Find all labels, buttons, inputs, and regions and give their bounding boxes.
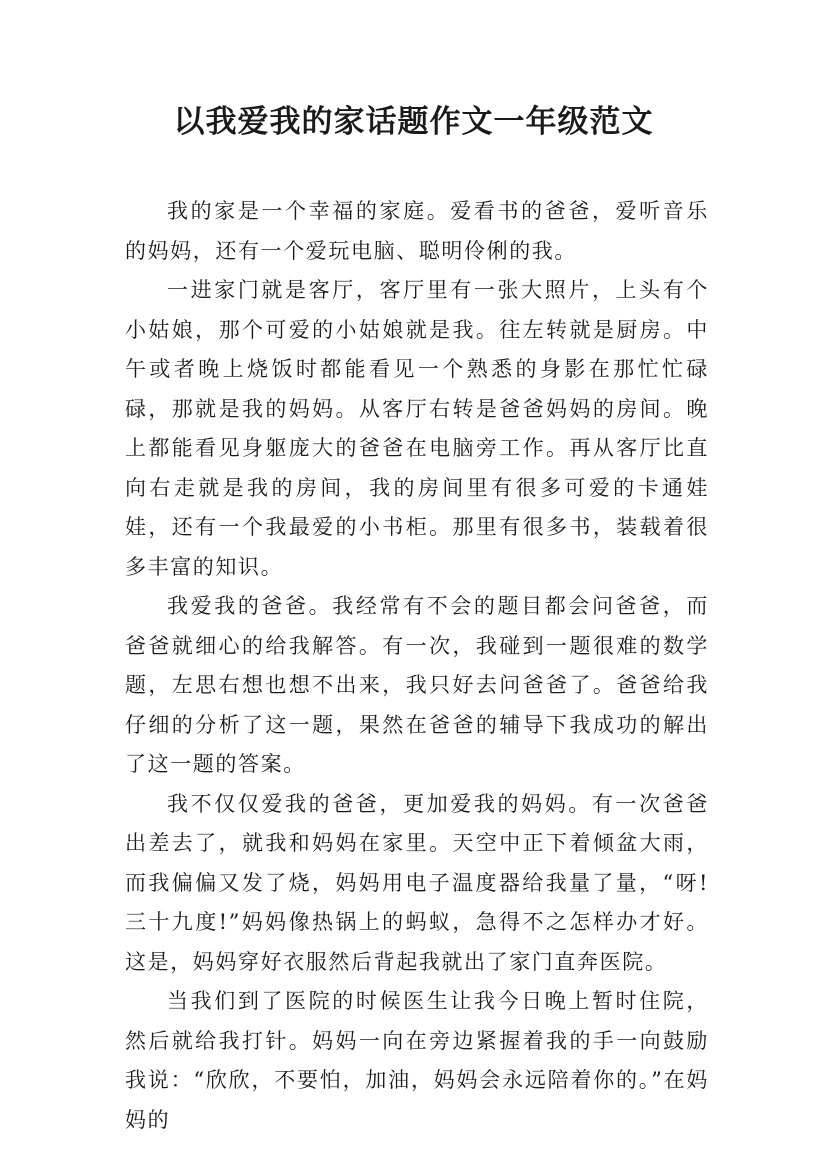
- paragraph-4: 我不仅仅爱我的爸爸，更加爱我的妈妈。有一次爸爸出差去了，就我和妈妈在家里。天空中正下着倾盆大雨，而我偏偏又发了烧，妈妈用电子温度器给我量了量，“呀!三十九度!”妈妈像热锅上的蚂蚁，急得不之怎样办才好。这是，妈妈穿好衣服然后背起我就出了家门直奔医院。: [125, 791, 709, 974]
- paragraph-3: 我爱我的爸爸。我经常有不会的题目都会问爸爸，而爸爸就细心的给我解答。有一次，我碰到一题很难的数学题，左思右想也想不出来，我只好去问爸爸了。爸爸给我仔细的分析了这一题，果然在爸爸的辅导下我成功的解出了这一题的答案。: [125, 594, 709, 776]
- document-title: 以我爱我的家话题作文一年级范文: [173, 104, 654, 140]
- document-body: [125, 192, 709, 1140]
- paragraph-2: 一进家门就是客厅，客厅里有一张大照片，上头有个小姑娘，那个可爱的小姑娘就是我。往左转就是厨房。中午或者晚上烧饭时都能看见一个熟悉的身影在那忙忙碌碌，那就是我的妈妈。从客厅右转是爸爸妈妈的房间。晚上都能看见身躯庞大的爸爸在电脑旁工作。再从客厅比直向右走就是我的房间，我的房间里有很多可爱的卡通娃娃，还有一个我最爱的小书柜。那里有很多书，装载着很多丰富的知识。: [125, 278, 709, 579]
- paragraph-5: 当我们到了医院的时候医生让我今日晚上暂时住院，然后就给我打针。妈妈一向在旁边紧握着我的手一向鼓励我说：“欣欣，不要怕，加油，妈妈会永远陪着你的。”在妈妈的: [125, 989, 709, 1132]
- paragraph-1: 我的家是一个幸福的家庭。爱看书的爸爸，爱听音乐的妈妈，还有一个爱玩电脑、聪明伶俐的我。: [125, 199, 709, 263]
